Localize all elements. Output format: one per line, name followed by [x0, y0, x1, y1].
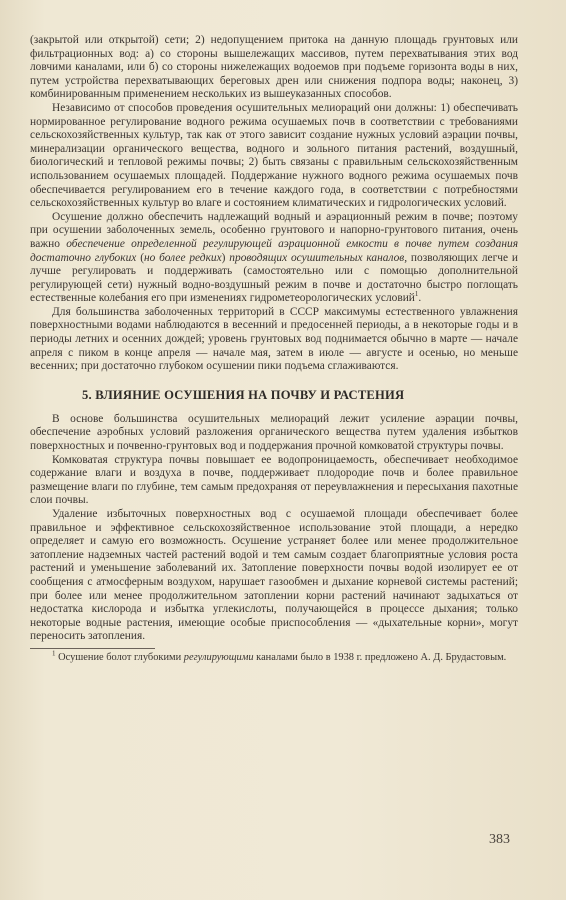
paragraph-3-end: . [418, 292, 422, 305]
paragraph-3-text-a: Осушение должно обеспечить надлежащий водный и аэрационный режим в почве; поэтому при осушении заболоченных земель, особенно грунтового и напорно-грунтового питания, очень важно [30, 210, 518, 250]
footnote-reference: 1 [414, 290, 419, 299]
paragraph-3-text-d: позволяющих легче и лучше регулировать и поддерживать (самостоятельно или с помощью дополнительной регулирующей сети) нужный водно-воздушный режим в почве и достаточно быстро поглощать естественные колебания его при изменениях гидрометеорологических условий [30, 251, 518, 305]
paragraph-6: Комковатая структура почвы повышает ее водопроницаемость, обеспечивает необходимое содержание влаги и воздуха в почве, поддерживает плодородие почв и более правильное размещение влаги по глубине, тем самым предохраняя от переувлажнения и пересыхания пахотные слои почвы. [30, 453, 518, 507]
paragraph-1: (закрытой или открытой) сети; 2) недопущением притока на данную площадь грунтовых или фильтрационных вод: а) со стороны вышележащих массивов, путем перехватывания этих вод ловчими каналами, или б) со стороны нижележащих водоемов при подъеме горизонта воды в них, путем устройства перехватывающих береговых дрен или снижения подпора воды; наконец, 3) комбинированным применением нескольких из вышеуказанных способов. [30, 34, 518, 101]
footnote-text-b: каналами было в 1938 г. предложено А. Д. Брудастовым. [256, 651, 507, 663]
paragraph-3-italic-3: проводящих осушительных каналов, [229, 251, 408, 264]
paragraph-3-italic-1: обеспечение определенной регулирующей аэрационной емкости в почве путем создания достаточно глубоких [30, 237, 518, 264]
paragraph-4: Для большинства заболоченных территорий в СССР максимумы естественного увлажнения поверхностными водами наблюдаются в весенний и предосенней периоды, а в некоторые годы и в периоды летних и осенних дождей; уровень грунтовых вод поднимается обычно в марте — начале апреля с пиком в конце апреля — начале мая, затем в июле — августе и осенью, но меньше весенних; при достаточно глубоком осушении пики подъема сглаживаются. [30, 305, 518, 373]
footnote [30, 649, 518, 665]
section-heading: 5. ВЛИЯНИЕ ОСУШЕНИЯ НА ПОЧВУ И РАСТЕНИЯ [82, 387, 405, 402]
footnote-mark: 1 [52, 649, 56, 658]
paren-open: ( [140, 251, 144, 264]
page-number: 383 [489, 832, 510, 847]
paren-close: ) [221, 251, 226, 264]
paragraph-2: Независимо от способов проведения осушительных мелиораций они должны: 1) обеспечивать нормированное регулирование водного режима осушаемых почв в соответствии с требованиями сельскохозяйственных культур, так как от этого зависит создание нужных условий аэрации почвы, минерализации органического вещества, водного и зольного питания растений, воздушный, биологический и тепловой режимы почвы; 2) быть связаны с правильным сельскохозяйственным использованием осушаемых площадей. Поддержание нужного водного режима осушаемых почв обеспечивается регулированием его в течение каждого года, в соответствии с потребностями сельскохозяйственных культур во влаге и состоянием климатических и гидрологических условий. [30, 101, 518, 210]
footnote-italic: регулирующими [183, 651, 254, 663]
footnote-divider [30, 648, 155, 649]
paragraph-7: Удаление избыточных поверхностных вод с осушаемой площади обеспечивает более правильное и эффективное сельскохозяйственное использование этой площади, а нередко определяет и самую его возможность. Осушение устраняет более или менее продолжительное затопление надземных частей растений водой и тем самым создает благоприятные условия роста растений и уменьшение заболеваний их. Затопление поверхности почвы водой изолирует ее от сообщения с атмосферным воздухом, нарушает газообмен и дыхание корневой системы растений; при более или менее продолжительном затоплении корни растений начинают задыхаться от недостатка кислорода и избытка углекислоты, получающейся в процессе дыхания; только некоторые водные растения, имеющие особые приспособления — «дыхательные корни», могут переносить затопления. [30, 508, 518, 643]
paragraph-5: В основе большинства осушительных мелиораций лежит усиление аэрации почвы, обеспечение аэробных условий разложения органического вещества путем удаления избытков поверхностных и почвенно-грунтовых вод и поддержания прочной комковатой структуры почвы. [30, 412, 518, 453]
paragraph-3 [30, 211, 518, 306]
paragraph-3-italic-2: но более редких [143, 251, 222, 264]
footnote-text-a: Осушение болот глубокими [58, 651, 182, 663]
